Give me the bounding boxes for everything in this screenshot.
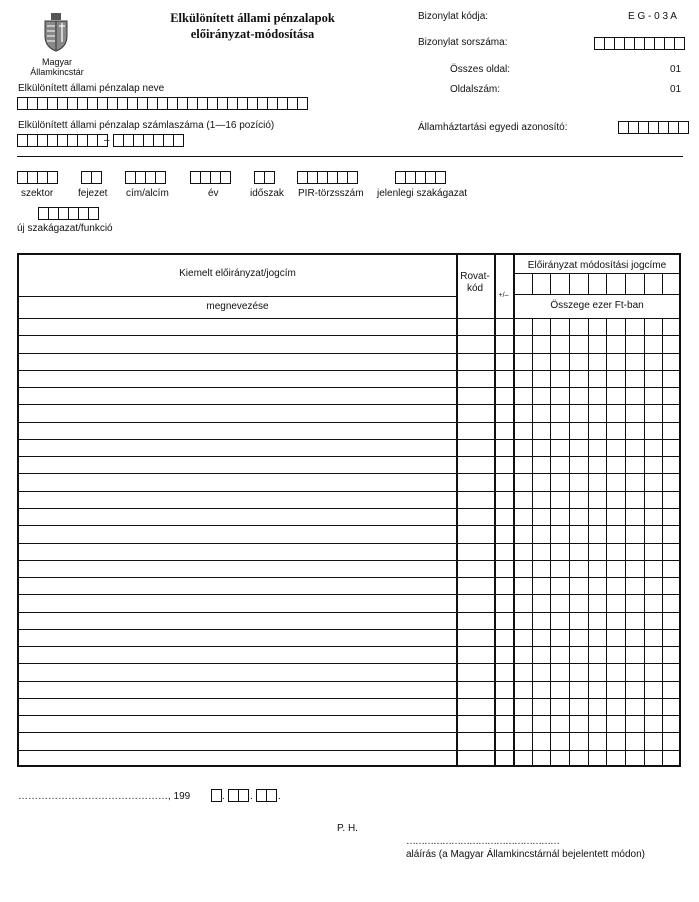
date-month-boxes[interactable] xyxy=(228,789,249,802)
table-row xyxy=(17,473,681,474)
title-subtitle-boxes[interactable] xyxy=(125,171,166,184)
pir-label: PIR-törzsszám xyxy=(298,188,364,199)
table-row xyxy=(17,335,681,336)
col-divider-sign xyxy=(513,253,515,767)
date-separator-1: . xyxy=(222,791,225,802)
col-divider-name xyxy=(456,253,458,767)
page-number-label: Oldalszám: xyxy=(450,84,501,95)
table-row xyxy=(17,698,681,699)
current-sector-label: jelenlegi szakágazat xyxy=(377,188,468,199)
col-modification-header: Előirányzat módosítási jogcíme xyxy=(527,260,667,271)
col-rovat-header-line1: Rovat- xyxy=(460,271,490,282)
col-amount-header: Összege ezer Ft-ban xyxy=(550,300,644,311)
year-label: év xyxy=(208,188,219,199)
table-row xyxy=(17,508,681,509)
table-row xyxy=(17,560,681,561)
fund-account-boxes-part1[interactable] xyxy=(17,134,108,147)
table-row xyxy=(17,387,681,388)
table-row xyxy=(17,456,681,457)
pir-boxes[interactable] xyxy=(297,171,358,184)
sector-label: szektor xyxy=(21,188,54,199)
date-separator-2: . xyxy=(250,791,253,802)
doc-code-value: E G - 0 3 A xyxy=(628,11,677,22)
current-sector-boxes[interactable] xyxy=(395,171,446,184)
col-appropriation-subheader: megnevezése xyxy=(206,301,269,312)
col-appropriation-header: Kiemelt előirányzat/jogcím xyxy=(179,268,296,279)
page-number-value: 01 xyxy=(670,84,682,95)
amount-header-cell-divider xyxy=(550,273,551,294)
fund-account-separator: – xyxy=(104,135,110,146)
fund-account-boxes-part2[interactable] xyxy=(113,134,184,147)
amount-header-cell-divider xyxy=(569,273,570,294)
period-label: időszak xyxy=(250,188,284,199)
table-row xyxy=(17,543,681,544)
logo-caption-line2: Államkincstár xyxy=(30,67,84,77)
col-sign-header: +/– xyxy=(498,292,509,299)
table-row xyxy=(17,404,681,405)
date-separator-3: . xyxy=(278,791,281,802)
doc-code-label: Bizonylat kódja: xyxy=(418,11,489,22)
ahe-id-label: Államháztartási egyedi azonosító: xyxy=(418,122,568,133)
fund-name-boxes[interactable] xyxy=(17,97,308,110)
title-subtitle-label: cím/alcím xyxy=(126,188,169,199)
table-row xyxy=(17,715,681,716)
signature-label: aláírás (a Magyar Államkincstárnál bejelentett módon) xyxy=(406,849,645,860)
table-row xyxy=(17,732,681,733)
chapter-label: fejezet xyxy=(78,188,108,199)
amount-header-cell-divider xyxy=(625,273,626,294)
date-dots: ………………………………………, 199 xyxy=(18,791,191,802)
page-title: Elkülönített állami pénzalapok xyxy=(170,11,335,25)
fund-name-label: Elkülönített állami pénzalap neve xyxy=(18,83,165,94)
amount-header-cell-divider xyxy=(588,273,589,294)
year-boxes[interactable] xyxy=(190,171,231,184)
header-divider-name xyxy=(17,296,456,297)
header-bottom-border xyxy=(17,318,681,319)
table-row xyxy=(17,353,681,354)
table-row xyxy=(17,681,681,682)
signature-line: …………………………………………… xyxy=(406,836,559,847)
amount-header-cell-divider xyxy=(606,273,607,294)
coat-of-arms-icon xyxy=(42,12,70,52)
table-row xyxy=(17,594,681,595)
header-divider-amount xyxy=(513,294,681,295)
col-rovat-header-line2: kód xyxy=(466,283,484,294)
new-sector-label: új szakágazat/funkció xyxy=(17,223,113,234)
date-year-box[interactable] xyxy=(211,789,222,802)
stamp-label: P. H. xyxy=(337,823,358,834)
col-divider-rovat xyxy=(494,253,496,767)
table-row xyxy=(17,750,681,751)
total-pages-value: 01 xyxy=(670,64,682,75)
table-row xyxy=(17,491,681,492)
table-row xyxy=(17,370,681,371)
total-pages-label: Összes oldal: xyxy=(450,64,511,75)
table-row xyxy=(17,612,681,613)
fund-account-label: Elkülönített állami pénzalap számlaszáma (1—16 pozíció) xyxy=(18,120,275,131)
table-row xyxy=(17,439,681,440)
table-row xyxy=(17,577,681,578)
ahe-id-boxes[interactable] xyxy=(618,121,689,134)
amount-header-cell-divider xyxy=(662,273,663,294)
header-divider-modification xyxy=(513,273,681,274)
table-row xyxy=(17,525,681,526)
table-row xyxy=(17,646,681,647)
table-row xyxy=(17,629,681,630)
sector-boxes[interactable] xyxy=(17,171,58,184)
doc-serial-boxes[interactable] xyxy=(594,37,685,50)
new-sector-boxes[interactable] xyxy=(38,207,99,220)
section-divider xyxy=(17,156,683,157)
logo-caption-line1: Magyar xyxy=(41,57,72,67)
period-boxes[interactable] xyxy=(254,171,275,184)
amount-header-cell-divider xyxy=(532,273,533,294)
table-row xyxy=(17,663,681,664)
table-row xyxy=(17,422,681,423)
page-subtitle: előirányzat-módosítása xyxy=(190,27,315,41)
date-day-boxes[interactable] xyxy=(256,789,277,802)
appropriation-table xyxy=(17,253,681,767)
chapter-boxes[interactable] xyxy=(81,171,102,184)
amount-header-cell-divider xyxy=(644,273,645,294)
doc-serial-label: Bizonylat sorszáma: xyxy=(418,37,508,48)
